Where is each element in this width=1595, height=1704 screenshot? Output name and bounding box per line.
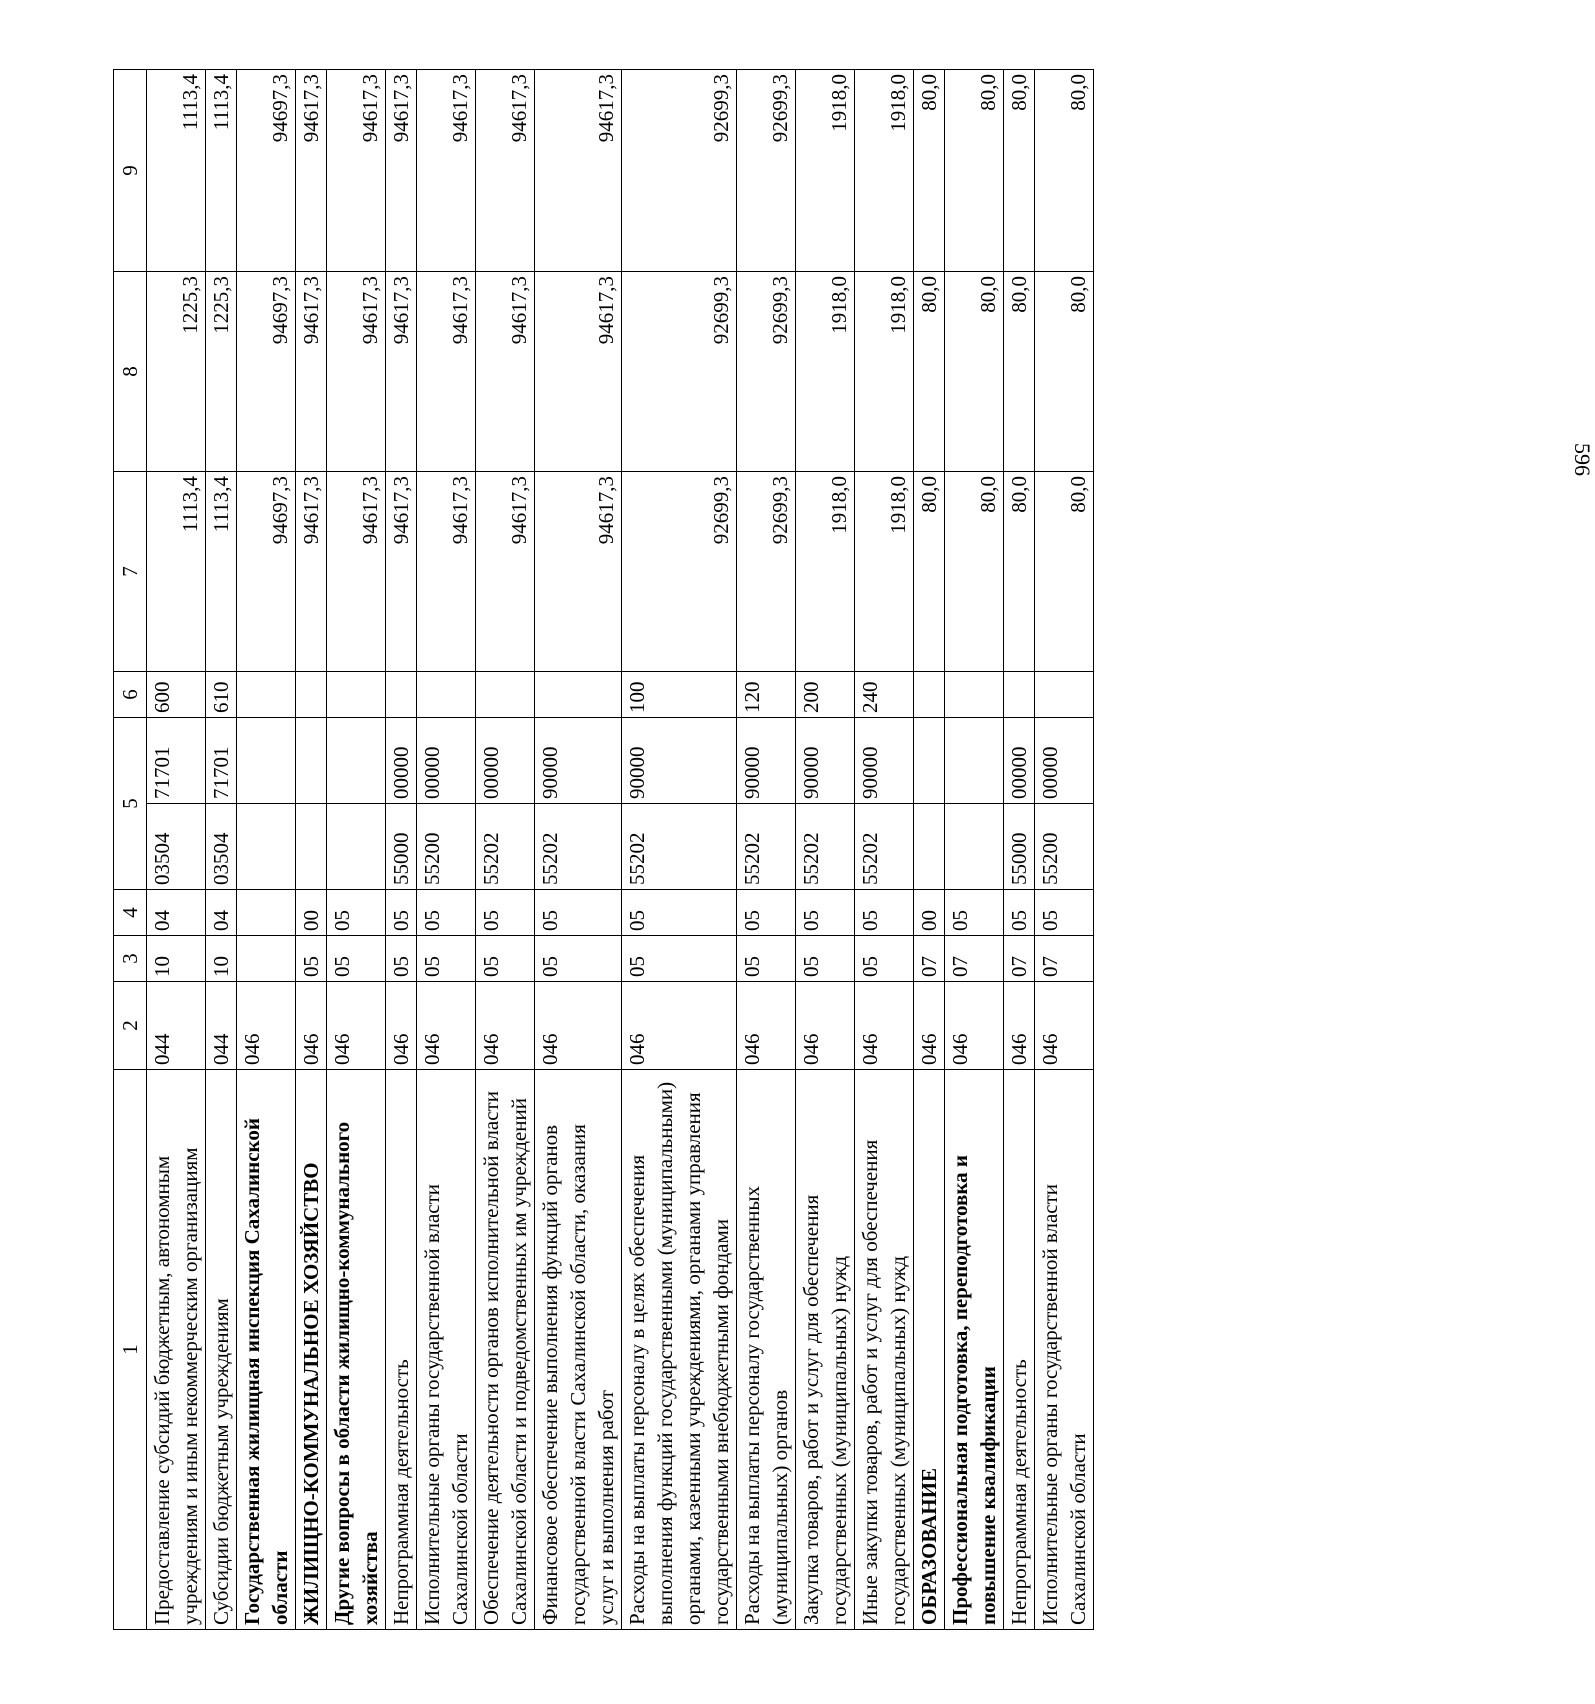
cell-subsection: 05 bbox=[1004, 890, 1035, 936]
cell-amount-9: 1918,0 bbox=[855, 70, 914, 272]
cell-amount-9: 1113,4 bbox=[206, 70, 237, 272]
row-name: Иные закупки товаров, работ и услуг для обеспечения государственных (муниципальных) нужд bbox=[855, 1070, 914, 1630]
cell-target-article-a: 55000 bbox=[1004, 804, 1035, 890]
cell-section: 05 bbox=[737, 936, 796, 982]
cell-target-article-a: 55202 bbox=[476, 804, 535, 890]
header-col-1: 1 bbox=[114, 1070, 147, 1630]
cell-section: 10 bbox=[206, 936, 237, 982]
cell-subsection: 05 bbox=[386, 890, 417, 936]
table-row bbox=[1004, 70, 1035, 1630]
table-body bbox=[147, 70, 1094, 1630]
header-col-6: 6 bbox=[114, 672, 147, 718]
cell-expense-type bbox=[386, 672, 417, 718]
table-row bbox=[855, 70, 914, 1630]
page-number: 596 bbox=[1570, 443, 1595, 476]
cell-subsection: 04 bbox=[147, 890, 206, 936]
cell-section: 07 bbox=[1004, 936, 1035, 982]
cell-target-article-a: 55202 bbox=[737, 804, 796, 890]
cell-amount-8: 92699,3 bbox=[622, 272, 737, 472]
cell-expense-type bbox=[327, 672, 386, 718]
cell-amount-8: 80,0 bbox=[945, 272, 1004, 472]
cell-amount-9: 94617,3 bbox=[535, 70, 622, 272]
table-row bbox=[1035, 70, 1094, 1630]
cell-amount-8: 94697,3 bbox=[237, 272, 296, 472]
row-name: Закупка товаров, работ и услуг для обеспечения государственных (муниципальных) нужд bbox=[796, 1070, 855, 1630]
cell-amount-7: 94617,3 bbox=[386, 472, 417, 672]
cell-target-article-a: 55000 bbox=[386, 804, 417, 890]
cell-target-article-b: 00000 bbox=[386, 718, 417, 804]
cell-amount-9: 94697,3 bbox=[237, 70, 296, 272]
cell-target-article-b: 90000 bbox=[535, 718, 622, 804]
cell-amount-9: 94617,3 bbox=[476, 70, 535, 272]
cell-target-article-a: 55200 bbox=[417, 804, 476, 890]
cell-target-article-b: 90000 bbox=[737, 718, 796, 804]
cell-amount-8: 94617,3 bbox=[327, 272, 386, 472]
table-row bbox=[417, 70, 476, 1630]
cell-subsection: 05 bbox=[535, 890, 622, 936]
row-name: Исполнительные органы государственной власти Сахалинской области bbox=[417, 1070, 476, 1630]
cell-section: 10 bbox=[147, 936, 206, 982]
cell-amount-8: 1225,3 bbox=[147, 272, 206, 472]
row-name: Расходы на выплаты персоналу в целях обеспечения выполнения функций государственными (муниципальными) органами, казенными учреждениями, органами управления государственными внебюджетными фондами bbox=[622, 1070, 737, 1630]
cell-admin-code: 046 bbox=[622, 982, 737, 1070]
table-row bbox=[296, 70, 327, 1630]
row-name: ОБРАЗОВАНИЕ bbox=[914, 1070, 945, 1630]
cell-amount-9: 80,0 bbox=[914, 70, 945, 272]
cell-amount-7: 1918,0 bbox=[796, 472, 855, 672]
cell-amount-7: 94617,3 bbox=[327, 472, 386, 672]
cell-section: 05 bbox=[296, 936, 327, 982]
cell-amount-8: 80,0 bbox=[914, 272, 945, 472]
header-col-7: 7 bbox=[114, 472, 147, 672]
cell-amount-8: 80,0 bbox=[1035, 272, 1094, 472]
table-row bbox=[476, 70, 535, 1630]
cell-section: 05 bbox=[327, 936, 386, 982]
cell-amount-9: 94617,3 bbox=[417, 70, 476, 272]
cell-amount-8: 94617,3 bbox=[535, 272, 622, 472]
cell-amount-8: 1918,0 bbox=[796, 272, 855, 472]
cell-section bbox=[237, 936, 296, 982]
table-row bbox=[206, 70, 237, 1630]
budget-table bbox=[113, 69, 1094, 1630]
cell-expense-type bbox=[914, 672, 945, 718]
cell-amount-8: 80,0 bbox=[1004, 272, 1035, 472]
cell-admin-code: 046 bbox=[535, 982, 622, 1070]
header-col-8: 8 bbox=[114, 272, 147, 472]
cell-section: 05 bbox=[796, 936, 855, 982]
table-row bbox=[914, 70, 945, 1630]
cell-amount-9: 94617,3 bbox=[327, 70, 386, 272]
cell-target-article-a: 55202 bbox=[796, 804, 855, 890]
row-name: Профессиональная подготовка, переподготовка и повышение квалификации bbox=[945, 1070, 1004, 1630]
cell-amount-9: 80,0 bbox=[1035, 70, 1094, 272]
cell-amount-9: 80,0 bbox=[1004, 70, 1035, 272]
cell-subsection: 05 bbox=[796, 890, 855, 936]
cell-admin-code: 046 bbox=[737, 982, 796, 1070]
cell-amount-7: 94617,3 bbox=[296, 472, 327, 672]
cell-target-article-b: 90000 bbox=[855, 718, 914, 804]
table-row bbox=[945, 70, 1004, 1630]
cell-amount-8: 94617,3 bbox=[296, 272, 327, 472]
row-name: Непрограммная деятельность bbox=[1004, 1070, 1035, 1630]
cell-admin-code: 046 bbox=[327, 982, 386, 1070]
cell-subsection: 05 bbox=[855, 890, 914, 936]
cell-expense-type: 200 bbox=[796, 672, 855, 718]
cell-amount-9: 92699,3 bbox=[622, 70, 737, 272]
cell-target-article-a bbox=[914, 804, 945, 890]
cell-subsection: 05 bbox=[1035, 890, 1094, 936]
table-row bbox=[796, 70, 855, 1630]
cell-amount-9: 94617,3 bbox=[386, 70, 417, 272]
row-name: Обеспечение деятельности органов исполнительной власти Сахалинской области и подведомственных им учреждений bbox=[476, 1070, 535, 1630]
cell-subsection: 05 bbox=[737, 890, 796, 936]
cell-subsection: 05 bbox=[945, 890, 1004, 936]
cell-subsection: 00 bbox=[914, 890, 945, 936]
cell-amount-9: 1113,4 bbox=[147, 70, 206, 272]
row-name: Государственная жилищная инспекция Сахалинской области bbox=[237, 1070, 296, 1630]
cell-subsection: 05 bbox=[327, 890, 386, 936]
cell-target-article-b: 90000 bbox=[622, 718, 737, 804]
cell-target-article-b bbox=[945, 718, 1004, 804]
cell-amount-7: 80,0 bbox=[1035, 472, 1094, 672]
cell-target-article-a: 55202 bbox=[622, 804, 737, 890]
cell-admin-code: 046 bbox=[1035, 982, 1094, 1070]
row-name: Расходы на выплаты персоналу государственных (муниципальных) органов bbox=[737, 1070, 796, 1630]
header-col-4: 4 bbox=[114, 890, 147, 936]
cell-amount-7: 94617,3 bbox=[476, 472, 535, 672]
cell-expense-type bbox=[417, 672, 476, 718]
cell-amount-8: 94617,3 bbox=[386, 272, 417, 472]
cell-amount-7: 1113,4 bbox=[206, 472, 237, 672]
row-name: Другие вопросы в области жилищно-коммунального хозяйства bbox=[327, 1070, 386, 1630]
cell-target-article-a: 03504 bbox=[147, 804, 206, 890]
cell-target-article-b: 90000 bbox=[796, 718, 855, 804]
cell-amount-7: 1113,4 bbox=[147, 472, 206, 672]
cell-amount-7: 94697,3 bbox=[237, 472, 296, 672]
cell-subsection: 05 bbox=[622, 890, 737, 936]
cell-target-article-a: 55200 bbox=[1035, 804, 1094, 890]
cell-amount-7: 80,0 bbox=[945, 472, 1004, 672]
header-col-3: 3 bbox=[114, 936, 147, 982]
cell-section: 05 bbox=[855, 936, 914, 982]
header-col-9: 9 bbox=[114, 70, 147, 272]
table-row bbox=[622, 70, 737, 1630]
cell-amount-8: 1225,3 bbox=[206, 272, 237, 472]
cell-amount-9: 1918,0 bbox=[796, 70, 855, 272]
row-name: Финансовое обеспечение выполнения функций органов государственной власти Сахалинской области, оказания услуг и выполнения работ bbox=[535, 1070, 622, 1630]
table-header-row bbox=[114, 70, 147, 1630]
cell-subsection: 04 bbox=[206, 890, 237, 936]
cell-expense-type bbox=[1035, 672, 1094, 718]
cell-target-article-b bbox=[327, 718, 386, 804]
cell-amount-8: 1918,0 bbox=[855, 272, 914, 472]
cell-section: 07 bbox=[914, 936, 945, 982]
cell-amount-7: 94617,3 bbox=[535, 472, 622, 672]
cell-admin-code: 046 bbox=[417, 982, 476, 1070]
cell-expense-type bbox=[945, 672, 1004, 718]
cell-expense-type bbox=[237, 672, 296, 718]
cell-expense-type: 100 bbox=[622, 672, 737, 718]
cell-target-article-a: 55202 bbox=[535, 804, 622, 890]
row-name: Непрограммная деятельность bbox=[386, 1070, 417, 1630]
row-name: ЖИЛИЩНО-КОММУНАЛЬНОЕ ХОЗЯЙСТВО bbox=[296, 1070, 327, 1630]
cell-target-article-a bbox=[327, 804, 386, 890]
cell-amount-9: 80,0 bbox=[945, 70, 1004, 272]
cell-admin-code: 044 bbox=[147, 982, 206, 1070]
cell-amount-7: 80,0 bbox=[914, 472, 945, 672]
table-row bbox=[386, 70, 417, 1630]
row-name: Предоставление субсидий бюджетным, автономным учреждениям и иным некоммерческим организациям bbox=[147, 1070, 206, 1630]
cell-target-article-a bbox=[237, 804, 296, 890]
cell-expense-type: 600 bbox=[147, 672, 206, 718]
cell-target-article-b: 00000 bbox=[1035, 718, 1094, 804]
cell-target-article-b: 71701 bbox=[206, 718, 237, 804]
cell-amount-9: 92699,3 bbox=[737, 70, 796, 272]
rotated-table-container bbox=[113, 70, 1113, 1630]
cell-amount-7: 94617,3 bbox=[417, 472, 476, 672]
cell-amount-8: 94617,3 bbox=[417, 272, 476, 472]
cell-section: 05 bbox=[417, 936, 476, 982]
cell-subsection: 05 bbox=[417, 890, 476, 936]
cell-section: 07 bbox=[1035, 936, 1094, 982]
cell-expense-type bbox=[1004, 672, 1035, 718]
cell-amount-7: 80,0 bbox=[1004, 472, 1035, 672]
cell-target-article-b: 71701 bbox=[147, 718, 206, 804]
cell-admin-code: 046 bbox=[945, 982, 1004, 1070]
table-row bbox=[237, 70, 296, 1630]
cell-admin-code: 046 bbox=[914, 982, 945, 1070]
cell-amount-9: 94617,3 bbox=[296, 70, 327, 272]
table-row bbox=[147, 70, 206, 1630]
cell-amount-7: 1918,0 bbox=[855, 472, 914, 672]
cell-admin-code: 046 bbox=[476, 982, 535, 1070]
cell-target-article-a bbox=[945, 804, 1004, 890]
cell-expense-type bbox=[296, 672, 327, 718]
cell-admin-code: 046 bbox=[296, 982, 327, 1070]
cell-admin-code: 046 bbox=[237, 982, 296, 1070]
cell-expense-type: 240 bbox=[855, 672, 914, 718]
cell-target-article-a: 03504 bbox=[206, 804, 237, 890]
cell-subsection: 00 bbox=[296, 890, 327, 936]
cell-subsection: 05 bbox=[476, 890, 535, 936]
cell-expense-type bbox=[535, 672, 622, 718]
cell-target-article-b bbox=[237, 718, 296, 804]
header-col-5: 5 bbox=[114, 718, 147, 890]
cell-section: 05 bbox=[535, 936, 622, 982]
cell-target-article-b: 00000 bbox=[476, 718, 535, 804]
cell-amount-7: 92699,3 bbox=[622, 472, 737, 672]
cell-amount-8: 94617,3 bbox=[476, 272, 535, 472]
cell-target-article-a bbox=[296, 804, 327, 890]
cell-subsection bbox=[237, 890, 296, 936]
cell-target-article-b bbox=[296, 718, 327, 804]
cell-section: 05 bbox=[622, 936, 737, 982]
cell-admin-code: 046 bbox=[855, 982, 914, 1070]
cell-target-article-b: 00000 bbox=[1004, 718, 1035, 804]
cell-target-article-b bbox=[914, 718, 945, 804]
cell-expense-type: 120 bbox=[737, 672, 796, 718]
table-row bbox=[327, 70, 386, 1630]
cell-admin-code: 046 bbox=[386, 982, 417, 1070]
cell-section: 05 bbox=[476, 936, 535, 982]
cell-section: 07 bbox=[945, 936, 1004, 982]
cell-admin-code: 046 bbox=[796, 982, 855, 1070]
cell-amount-8: 92699,3 bbox=[737, 272, 796, 472]
cell-target-article-b: 00000 bbox=[417, 718, 476, 804]
cell-amount-7: 92699,3 bbox=[737, 472, 796, 672]
cell-admin-code: 046 bbox=[1004, 982, 1035, 1070]
cell-target-article-a: 55202 bbox=[855, 804, 914, 890]
cell-expense-type: 610 bbox=[206, 672, 237, 718]
cell-admin-code: 044 bbox=[206, 982, 237, 1070]
row-name: Субсидии бюджетным учреждениям bbox=[206, 1070, 237, 1630]
cell-section: 05 bbox=[386, 936, 417, 982]
table-row bbox=[535, 70, 622, 1630]
row-name: Исполнительные органы государственной власти Сахалинской области bbox=[1035, 1070, 1094, 1630]
header-col-2: 2 bbox=[114, 982, 147, 1070]
cell-expense-type bbox=[476, 672, 535, 718]
table-row bbox=[737, 70, 796, 1630]
